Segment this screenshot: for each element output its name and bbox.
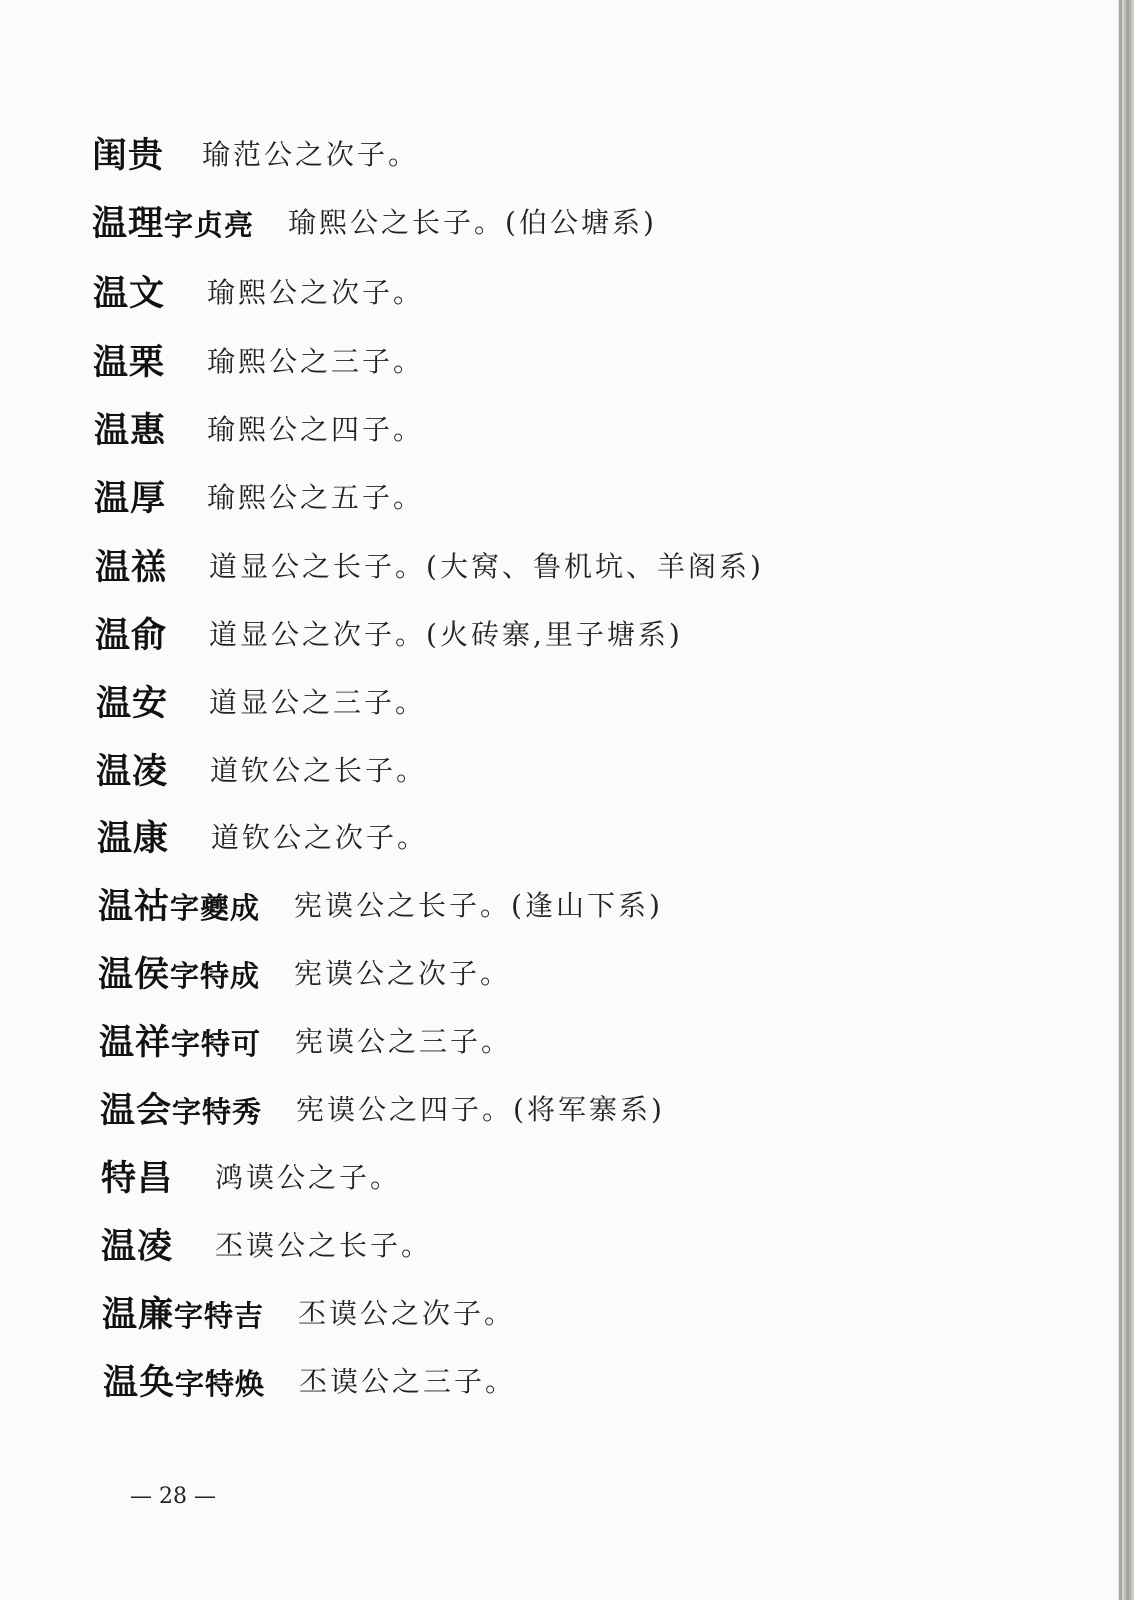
genealogy-entry: [102, 1284, 515, 1340]
genealogy-entry: [96, 741, 427, 797]
entry-description: 道钦公之长子。: [210, 754, 428, 787]
genealogy-entry: [92, 125, 419, 181]
entry-name: 温凌: [101, 1226, 174, 1267]
genealogy-entry: [99, 1012, 512, 1068]
entry-description: 瑜熙公之五子。: [207, 481, 425, 514]
entry-name: 特昌: [101, 1158, 174, 1199]
entry-description: 宪谟公之次子。: [294, 957, 512, 990]
entry-name: 温康: [97, 818, 170, 859]
entry-name: 温安: [96, 683, 169, 724]
genealogy-entry: [92, 193, 657, 249]
genealogy-entry: [98, 876, 663, 932]
entry-description: 道显公之三子。: [209, 686, 427, 719]
genealogy-entry: [103, 1352, 516, 1408]
scan-edge-line: [1119, 0, 1122, 1600]
entry-description: 瑜熙公之三子。: [207, 345, 425, 378]
genealogy-entry: [98, 944, 511, 1000]
entry-name: 温俞: [95, 615, 168, 656]
genealogy-entry: [95, 605, 683, 661]
page-number: — 28 —: [130, 1484, 216, 1509]
entry-description: 丕谟公之长子。: [215, 1229, 433, 1262]
genealogy-entry: [94, 400, 424, 456]
entry-name: 温文: [93, 273, 166, 314]
genealogy-entry: [97, 808, 428, 864]
entry-name: 温栗: [93, 342, 166, 383]
genealogy-entry: [95, 537, 764, 593]
genealogy-entry: [101, 1216, 432, 1272]
entry-description: 道显公之次子。(火砖寨,里子塘系): [209, 618, 683, 651]
entry-description: 宪谟公之长子。(逢山下系): [294, 889, 663, 922]
entry-description: 道钦公之次子。: [211, 821, 429, 854]
entry-name: 温凌: [96, 751, 169, 792]
entry-name: 温会字特秀: [100, 1090, 263, 1131]
entry-description: 瑜范公之次子。: [202, 138, 420, 171]
genealogy-entry: [93, 332, 424, 388]
entry-name: 温理字贞亮: [92, 203, 255, 244]
entry-description: 道显公之长子。(大窝、鲁机坑、羊阁系): [209, 550, 764, 583]
genealogy-entry: [94, 468, 424, 524]
genealogy-entry: [93, 263, 424, 319]
entry-name: 温禚: [95, 547, 168, 588]
entry-name: 闺贵: [92, 135, 165, 176]
entry-name: 温惠: [94, 410, 167, 451]
entry-name: 温祥字特可: [99, 1022, 262, 1063]
entry-name: 温侯字特成: [98, 954, 261, 995]
entry-name: 温奂字特焕: [103, 1362, 266, 1403]
entry-description: 瑜熙公之次子。: [207, 276, 425, 309]
entry-description: 宪谟公之四子。(将军寨系): [296, 1093, 665, 1126]
entry-name: 温祜字夔成: [98, 886, 261, 927]
entry-description: 宪谟公之三子。: [295, 1025, 513, 1058]
entry-description: 鸿谟公之子。: [215, 1161, 402, 1194]
entry-name: 温廉字特吉: [102, 1294, 265, 1335]
entry-description: 瑜熙公之四子。: [207, 413, 425, 446]
entry-description: 丕谟公之三子。: [299, 1365, 517, 1398]
genealogy-entry: [96, 673, 426, 729]
entry-name: 温厚: [94, 478, 167, 519]
entry-description: 丕谟公之次子。: [298, 1297, 516, 1330]
genealogy-entry: [101, 1148, 401, 1204]
genealogy-entry: [100, 1080, 665, 1136]
entry-description: 瑜熙公之长子。(伯公塘系): [288, 206, 657, 239]
